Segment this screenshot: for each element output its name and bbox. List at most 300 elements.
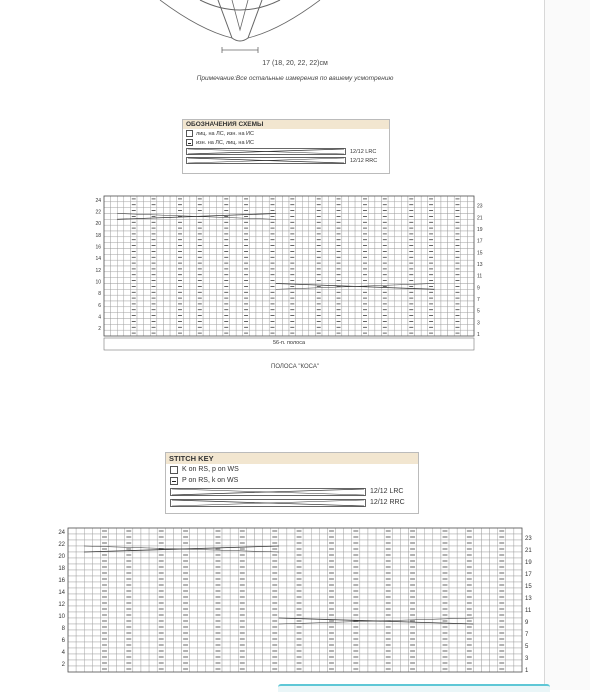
chart-cell bbox=[111, 249, 118, 255]
chart-cell bbox=[149, 636, 157, 642]
chart-cell bbox=[198, 648, 206, 654]
chart-cell bbox=[165, 648, 173, 654]
schematic-drawing bbox=[140, 0, 340, 60]
chart-cell bbox=[514, 576, 522, 582]
chart-cell bbox=[76, 600, 84, 606]
chart-cell bbox=[124, 266, 131, 272]
chart-cell bbox=[173, 666, 181, 672]
chart-cell bbox=[76, 534, 84, 540]
chart-cell bbox=[395, 319, 402, 325]
chart-cell bbox=[141, 528, 149, 534]
chart-cell bbox=[415, 249, 422, 255]
chart-cell bbox=[170, 260, 177, 266]
chart-cell bbox=[109, 666, 117, 672]
chart-cell bbox=[117, 301, 124, 307]
chart-cell bbox=[392, 648, 400, 654]
chart-cell bbox=[104, 202, 111, 208]
chart-cell bbox=[263, 570, 271, 576]
chart-cell bbox=[236, 272, 243, 278]
chart-cell bbox=[249, 295, 256, 301]
chart-cell bbox=[368, 654, 376, 660]
chart-cell bbox=[344, 660, 352, 666]
chart-cell bbox=[348, 266, 355, 272]
chart-cell bbox=[104, 330, 111, 336]
chart-cell bbox=[254, 570, 262, 576]
chart-cell bbox=[163, 249, 170, 255]
chart-cell bbox=[302, 219, 309, 225]
chart-cell bbox=[311, 606, 319, 612]
chart-cell bbox=[190, 301, 197, 307]
chart-cell bbox=[165, 606, 173, 612]
chart-cell bbox=[449, 660, 457, 666]
chart-cell bbox=[417, 600, 425, 606]
chart-cell bbox=[210, 202, 217, 208]
chart-cell bbox=[137, 313, 144, 319]
chart-cell bbox=[210, 225, 217, 231]
chart-cell bbox=[109, 534, 117, 540]
chart-cell bbox=[303, 642, 311, 648]
chart-cell bbox=[360, 600, 368, 606]
chart-cell bbox=[322, 237, 329, 243]
chart-cell bbox=[336, 552, 344, 558]
row-number-left: 18 bbox=[58, 566, 65, 572]
chart-cell bbox=[173, 660, 181, 666]
chart-cell bbox=[319, 528, 327, 534]
chart-cell bbox=[329, 319, 336, 325]
chart-cell bbox=[236, 202, 243, 208]
chart-cell bbox=[279, 558, 287, 564]
chart-cell bbox=[198, 666, 206, 672]
chart-cell bbox=[368, 528, 376, 534]
chart-cell bbox=[230, 330, 237, 336]
row-number-right: 3 bbox=[477, 320, 480, 327]
chart-cell bbox=[309, 295, 316, 301]
chart-cell bbox=[141, 618, 149, 624]
chart-cell bbox=[400, 666, 408, 672]
chart-cell bbox=[448, 260, 455, 266]
chart-cell bbox=[490, 648, 498, 654]
chart-cell bbox=[133, 570, 141, 576]
chart-cell bbox=[68, 612, 76, 618]
chart-cell bbox=[124, 289, 131, 295]
chart-cell bbox=[236, 289, 243, 295]
chart-cell bbox=[165, 540, 173, 546]
chart-cell bbox=[190, 202, 197, 208]
chart-cell bbox=[433, 642, 441, 648]
chart-cell bbox=[141, 600, 149, 606]
chart-cell bbox=[467, 284, 474, 290]
row-number-left: 12 bbox=[58, 602, 65, 608]
chart-cell bbox=[173, 612, 181, 618]
chart-cell bbox=[236, 219, 243, 225]
chart-cell bbox=[355, 260, 362, 266]
chart-cell bbox=[302, 196, 309, 202]
chart-cell bbox=[421, 278, 428, 284]
chart-cell bbox=[263, 196, 270, 202]
chart-cell bbox=[415, 225, 422, 231]
chart-cell bbox=[254, 576, 262, 582]
chart-cell bbox=[309, 196, 316, 202]
chart-cell bbox=[263, 243, 270, 249]
chart-cell bbox=[276, 260, 283, 266]
chart-cell bbox=[415, 278, 422, 284]
chart-cell bbox=[254, 528, 262, 534]
chart-cell bbox=[329, 260, 336, 266]
chart-cell bbox=[375, 330, 382, 336]
chart-cell bbox=[92, 648, 100, 654]
chart-cell bbox=[302, 260, 309, 266]
chart-cell bbox=[144, 231, 151, 237]
chart-cell bbox=[222, 642, 230, 648]
chart-cell bbox=[173, 624, 181, 630]
row-number-left: 10 bbox=[58, 614, 65, 620]
chart-cell bbox=[368, 260, 375, 266]
chart-cell bbox=[434, 266, 441, 272]
chart-cell bbox=[104, 214, 111, 220]
chart-cell bbox=[76, 576, 84, 582]
chart-cell bbox=[375, 196, 382, 202]
chart-cell bbox=[137, 249, 144, 255]
chart-cell bbox=[400, 654, 408, 660]
chart-cell bbox=[441, 313, 448, 319]
chart-cell bbox=[355, 196, 362, 202]
chart-cell bbox=[296, 225, 303, 231]
chart-cell bbox=[344, 666, 352, 672]
chart-cell bbox=[256, 272, 263, 278]
chart-cell bbox=[279, 600, 287, 606]
chart-cell bbox=[190, 552, 198, 558]
chart-cell bbox=[448, 330, 455, 336]
chart-cell bbox=[216, 301, 223, 307]
chart-cell bbox=[319, 534, 327, 540]
chart-cell bbox=[296, 307, 303, 313]
chart-cell bbox=[415, 243, 422, 249]
chart-cell bbox=[287, 528, 295, 534]
chart-cell bbox=[360, 624, 368, 630]
chart-cell bbox=[190, 278, 197, 284]
chart-cell bbox=[490, 636, 498, 642]
chart-cell bbox=[276, 330, 283, 336]
chart-cell bbox=[296, 301, 303, 307]
chart-cell bbox=[76, 642, 84, 648]
chart-cell bbox=[276, 324, 283, 330]
chart-cell bbox=[133, 600, 141, 606]
chart-cell bbox=[263, 324, 270, 330]
chart-cell bbox=[417, 642, 425, 648]
chart-cell bbox=[133, 582, 141, 588]
chart-cell bbox=[296, 254, 303, 260]
chart-cell bbox=[92, 558, 100, 564]
chart-cell bbox=[133, 612, 141, 618]
chart-cell bbox=[329, 313, 336, 319]
chart-cell bbox=[254, 666, 262, 672]
chart-cell bbox=[342, 278, 349, 284]
chart-cell bbox=[141, 636, 149, 642]
chart-cell bbox=[441, 307, 448, 313]
chart-cell bbox=[457, 588, 465, 594]
chart-cell bbox=[216, 284, 223, 290]
chart-cell bbox=[163, 324, 170, 330]
chart-cell bbox=[279, 588, 287, 594]
chart-cell bbox=[375, 249, 382, 255]
chart-cell bbox=[448, 272, 455, 278]
chart-cell bbox=[329, 202, 336, 208]
chart-cell bbox=[395, 295, 402, 301]
chart-cell bbox=[124, 324, 131, 330]
chart-cell bbox=[84, 600, 92, 606]
chart-cell bbox=[183, 301, 190, 307]
chart-cell bbox=[279, 564, 287, 570]
chart-cell bbox=[392, 666, 400, 672]
chart-cell bbox=[144, 196, 151, 202]
chart-cell bbox=[282, 313, 289, 319]
chart-cell bbox=[84, 618, 92, 624]
chart-cell bbox=[461, 266, 468, 272]
blank-swatch-icon bbox=[186, 130, 193, 137]
chart-cell bbox=[117, 272, 124, 278]
chart-cell bbox=[441, 278, 448, 284]
chart-cell bbox=[173, 588, 181, 594]
chart-cell bbox=[433, 564, 441, 570]
chart-cell bbox=[76, 558, 84, 564]
chart-cell bbox=[198, 534, 206, 540]
key-ru-lrc-label: 12/12 LRC bbox=[350, 148, 377, 155]
chart-cell bbox=[163, 319, 170, 325]
chart-cell bbox=[355, 219, 362, 225]
chart-cell bbox=[441, 330, 448, 336]
chart-cell bbox=[203, 254, 210, 260]
chart-cell bbox=[506, 552, 514, 558]
chart-cell bbox=[514, 624, 522, 630]
chart-cell bbox=[481, 546, 489, 552]
chart-cell bbox=[109, 588, 117, 594]
chart-cell bbox=[449, 600, 457, 606]
chart-cell bbox=[395, 214, 402, 220]
chart-cell bbox=[84, 552, 92, 558]
chart-cell bbox=[319, 654, 327, 660]
chart-cell bbox=[263, 278, 270, 284]
chart-cell bbox=[203, 307, 210, 313]
chart-cell bbox=[319, 648, 327, 654]
chart-cell bbox=[165, 552, 173, 558]
chart-cell bbox=[222, 606, 230, 612]
chart-cell bbox=[230, 324, 237, 330]
row-number-right: 19 bbox=[477, 227, 483, 233]
chart-cell bbox=[514, 636, 522, 642]
chart-cell bbox=[170, 319, 177, 325]
chart-cell bbox=[249, 284, 256, 290]
chart-cell bbox=[137, 225, 144, 231]
chart-cell bbox=[68, 576, 76, 582]
chart-cell bbox=[421, 231, 428, 237]
chart-cell bbox=[319, 624, 327, 630]
chart-cell bbox=[222, 540, 230, 546]
chart-cell bbox=[68, 588, 76, 594]
chart-cell bbox=[348, 319, 355, 325]
chart-cell bbox=[303, 654, 311, 660]
chart-cell bbox=[216, 237, 223, 243]
chart-cell bbox=[165, 558, 173, 564]
chart-cell bbox=[401, 208, 408, 214]
row-number-right: 5 bbox=[525, 644, 529, 650]
chart-cell bbox=[342, 219, 349, 225]
chart-cell bbox=[481, 582, 489, 588]
chart-cell bbox=[401, 319, 408, 325]
chart-cell bbox=[173, 552, 181, 558]
chart-cell bbox=[141, 558, 149, 564]
chart-cell bbox=[111, 225, 118, 231]
chart-cell bbox=[401, 249, 408, 255]
chart-cell bbox=[104, 219, 111, 225]
chart-cell bbox=[104, 319, 111, 325]
chart-cell bbox=[117, 295, 124, 301]
chart-cell bbox=[117, 249, 124, 255]
chart-cell bbox=[206, 558, 214, 564]
chart-cell bbox=[157, 225, 164, 231]
chart-cell bbox=[104, 301, 111, 307]
chart-cell bbox=[206, 570, 214, 576]
chart-cell bbox=[392, 576, 400, 582]
chart-cell bbox=[415, 260, 422, 266]
chart-cell bbox=[137, 324, 144, 330]
chart-cell bbox=[336, 618, 344, 624]
chart-cell bbox=[434, 243, 441, 249]
chart-cell bbox=[249, 196, 256, 202]
chart-cell bbox=[425, 540, 433, 546]
chart-cell bbox=[222, 582, 230, 588]
chart-cell bbox=[473, 618, 481, 624]
chart-cell bbox=[236, 301, 243, 307]
chart-cell bbox=[392, 636, 400, 642]
chart-cell bbox=[319, 588, 327, 594]
chart-cell bbox=[355, 266, 362, 272]
chart-cell bbox=[144, 289, 151, 295]
chart-cell bbox=[368, 278, 375, 284]
chart-cell bbox=[84, 576, 92, 582]
chart-cell bbox=[481, 654, 489, 660]
chart-cell bbox=[157, 260, 164, 266]
chart-cell bbox=[206, 660, 214, 666]
chart-cell bbox=[395, 289, 402, 295]
cable-rrc-icon bbox=[186, 157, 346, 164]
chart-cell bbox=[137, 307, 144, 313]
chart-cell bbox=[490, 666, 498, 672]
chart-cell bbox=[448, 307, 455, 313]
chart-cell bbox=[302, 249, 309, 255]
chart-cell bbox=[84, 642, 92, 648]
chart-cell bbox=[256, 301, 263, 307]
chart-cell bbox=[236, 237, 243, 243]
chart-cell bbox=[388, 330, 395, 336]
chart-cell bbox=[124, 272, 131, 278]
chart-cell bbox=[417, 666, 425, 672]
chart-cell bbox=[360, 564, 368, 570]
chart-cell bbox=[117, 630, 125, 636]
chart-cell bbox=[490, 540, 498, 546]
chart-cell bbox=[165, 576, 173, 582]
chart-cell bbox=[434, 260, 441, 266]
chart-cell bbox=[336, 594, 344, 600]
row-number-left: 8 bbox=[61, 626, 65, 632]
chart-cell bbox=[311, 600, 319, 606]
key-ru-row-knit bbox=[183, 129, 389, 138]
chart-cell bbox=[425, 552, 433, 558]
bottom-toolbar[interactable] bbox=[278, 684, 550, 692]
chart-cell bbox=[448, 289, 455, 295]
row-number-right: 7 bbox=[525, 632, 529, 638]
chart-cell bbox=[117, 588, 125, 594]
chart-cell bbox=[141, 660, 149, 666]
chart-cell bbox=[76, 630, 84, 636]
chart-cell bbox=[392, 582, 400, 588]
chart-cell bbox=[216, 324, 223, 330]
chart-cell bbox=[401, 214, 408, 220]
chart-cell bbox=[368, 666, 376, 672]
chart-cell bbox=[198, 528, 206, 534]
chart-cell bbox=[183, 196, 190, 202]
chart-cell bbox=[287, 636, 295, 642]
chart-cell bbox=[434, 272, 441, 278]
chart-cell bbox=[303, 660, 311, 666]
chart-cell bbox=[303, 588, 311, 594]
chart-cell bbox=[514, 588, 522, 594]
chart-cell bbox=[400, 630, 408, 636]
chart-cell bbox=[355, 324, 362, 330]
chart-cell bbox=[467, 272, 474, 278]
chart-cell bbox=[448, 202, 455, 208]
chart-cell bbox=[461, 237, 468, 243]
chart-cell bbox=[210, 313, 217, 319]
chart-cell bbox=[303, 648, 311, 654]
chart-cell bbox=[348, 219, 355, 225]
chart-cell bbox=[137, 284, 144, 290]
chart-cell bbox=[279, 660, 287, 666]
chart-cell bbox=[319, 600, 327, 606]
chart-cell bbox=[506, 564, 514, 570]
chart-cell bbox=[425, 582, 433, 588]
chart-cell bbox=[246, 570, 254, 576]
chart-cell bbox=[246, 594, 254, 600]
chart-cell bbox=[230, 612, 238, 618]
chart-cell bbox=[417, 594, 425, 600]
chart-cell bbox=[309, 254, 316, 260]
chart-cell bbox=[236, 260, 243, 266]
key-ru-purl-label: изн. на ЛС, лиц. на ИС bbox=[196, 139, 254, 146]
key-ru-knit-label: лиц. на ЛС, изн. на ИС bbox=[196, 130, 254, 137]
chart-cell bbox=[473, 636, 481, 642]
chart-cell bbox=[190, 249, 197, 255]
chart-cell bbox=[461, 196, 468, 202]
chart-cell bbox=[68, 540, 76, 546]
chart-cell bbox=[355, 313, 362, 319]
chart-cell bbox=[111, 319, 118, 325]
chart-cell bbox=[263, 237, 270, 243]
chart-cell bbox=[76, 648, 84, 654]
chart-cell bbox=[449, 636, 457, 642]
chart-cell bbox=[133, 540, 141, 546]
chart-cell bbox=[417, 630, 425, 636]
chart-cell bbox=[249, 301, 256, 307]
chart-cell bbox=[263, 295, 270, 301]
chart-cell bbox=[368, 552, 376, 558]
row-number-left: 22 bbox=[58, 542, 65, 548]
chart-cell bbox=[506, 642, 514, 648]
chart-cell bbox=[448, 196, 455, 202]
row-number-left: 4 bbox=[98, 314, 101, 321]
chart-cell bbox=[190, 636, 198, 642]
chart-cell bbox=[282, 219, 289, 225]
chart-cell bbox=[198, 540, 206, 546]
